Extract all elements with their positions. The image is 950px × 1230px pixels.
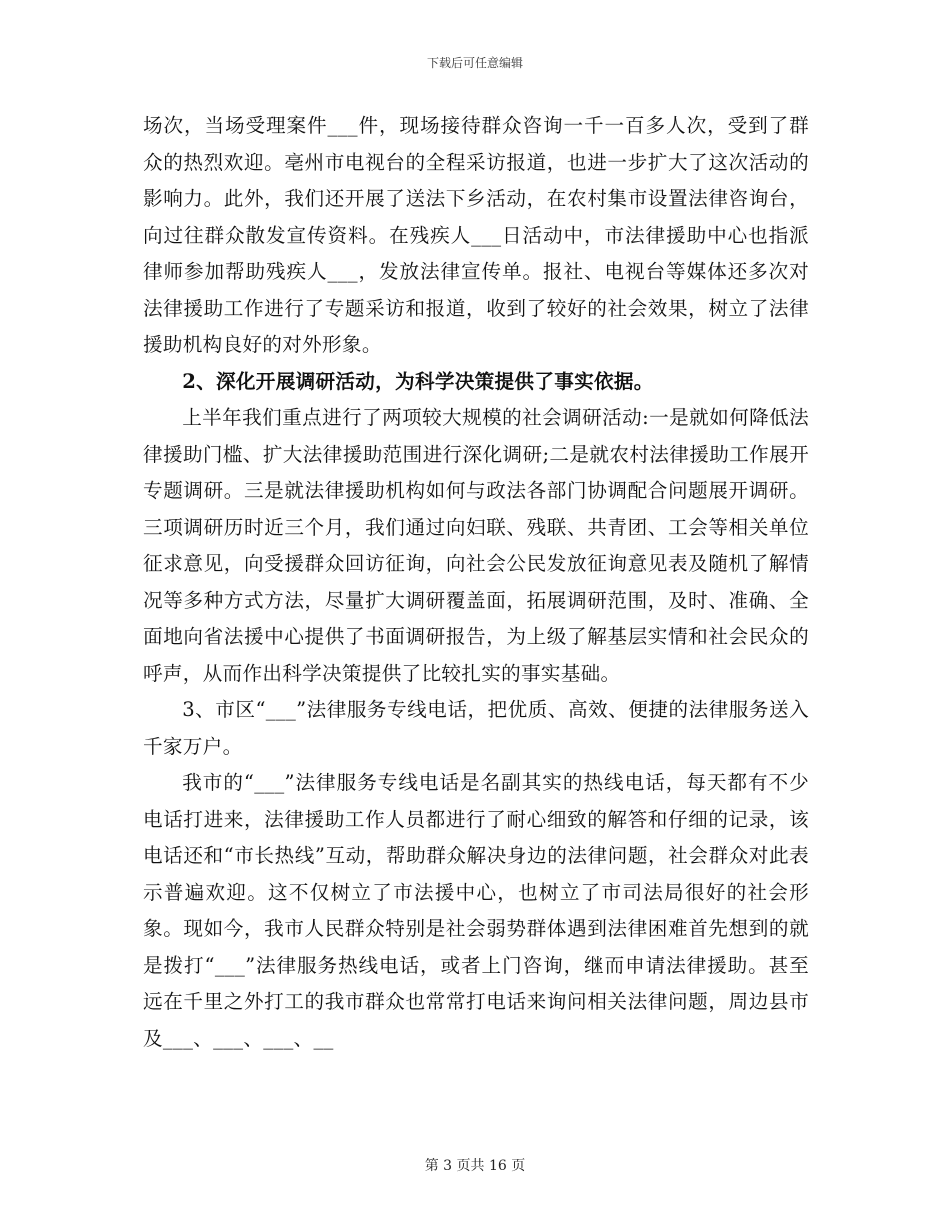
section-heading-3: 3、市区“___”法律服务专线电话，把优质、高效、便捷的法律服务送入千家万户。 xyxy=(143,698,809,758)
paragraph-1: 场次，当场受理案件___件，现场接待群众咨询一千一百多人次，受到了群众的热烈欢迎。亳州市电视台的全程采访报道，也进一步扩大了这次活动的影响力。此外，我们还开展了送法下乡活动，在农村集市设置法律咨询台，向过往群众散发宣传资料。在残疾人___日活动中，市法律援助中心也指派律师参加帮助残疾人___，发放法律宣传单。报社、电视台等媒体还多次对法律援助工作进行了专题采访和报道，收到了较好的社会效果，树立了法律援助机构良好的对外形象。 xyxy=(143,114,809,356)
document-body xyxy=(143,108,809,1057)
paragraph-3: 我市的“___”法律服务专线电话是名副其实的热线电话，每天都有不少电话打进来，法律援助工作人员都进行了耐心细致的解答和仔细的记录，该电话还和“市长热线”互动，帮助群众解决身边的法律问题，社会群众对此表示普遍欢迎。这不仅树立了市法援中心，也树立了市司法局很好的社会形象。现如今，我市人民群众特别是社会弱势群体遇到法律困难首先想到的就是拨打“___”法律服务热线电话，或者上门咨询，继而申请法律援助。甚至远在千里之外打工的我市群众也常常打电话来询问相关法律问题，周边县市及___、___、___、__ xyxy=(143,771,809,1050)
paragraph-2: 上半年我们重点进行了两项较大规模的社会调研活动:一是就如何降低法律援助门槛、扩大法律援助范围进行深化调研;二是就农村法律援助工作展开专题调研。三是就法律援助机构如何与政法各部门协调配合问题展开调研。三项调研历时近三个月，我们通过向妇联、残联、共青团、工会等相关单位征求意见，向受援群众回访征询，向社会公民发放征询意见表及随机了解情况等多种方式方法，尽量扩大调研覆盖面，拓展调研范围，及时、准确、全面地向省法援中心提供了书面调研报告，为上级了解基层实情和社会民众的呼声，从而作出科学决策提供了比较扎实的事实基础。 xyxy=(143,406,809,685)
section-heading-2: 2、深化开展调研活动，为科学决策提供了事实依据。 xyxy=(182,369,654,393)
page-header: 下载后可任意编辑 xyxy=(426,56,523,70)
page-footer: 第 3 页共 16 页 xyxy=(424,1158,526,1174)
